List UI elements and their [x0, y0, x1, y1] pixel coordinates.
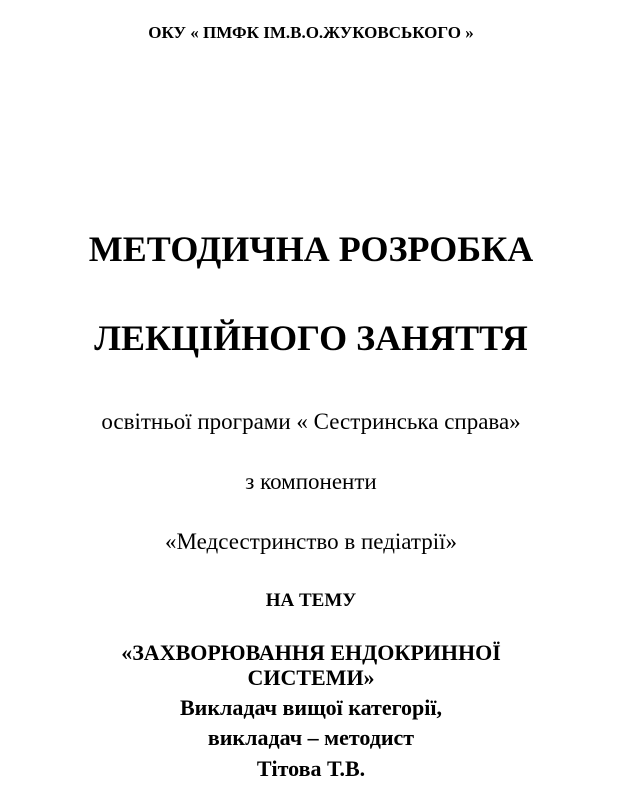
document-title-line-2: ЛЕКЦІЙНОГО ЗАНЯТТЯ	[94, 318, 528, 358]
component-label: з компоненти	[245, 469, 377, 494]
topic-line-1: «ЗАХВОРЮВАННЯ ЕНДОКРИННОЇ	[121, 640, 501, 665]
topic-line-2: СИСТЕМИ»	[247, 665, 375, 690]
author-position-2: викладач – методист	[207, 725, 415, 750]
component-name: «Медсестринство в педіатрії»	[164, 529, 458, 554]
author-name: Тітова Т.В.	[256, 756, 366, 781]
document-title-line-1: МЕТОДИЧНА РОЗРОБКА	[88, 229, 534, 269]
institution-header: ОКУ « ПМФК ІМ.В.О.ЖУКОВСЬКОГО »	[148, 23, 474, 42]
topic-label: НА ТЕМУ	[265, 590, 357, 611]
author-position-1: Викладач вищої категорії,	[179, 695, 442, 720]
program-text: освітньої програми « Сестринська справа»	[101, 409, 521, 434]
